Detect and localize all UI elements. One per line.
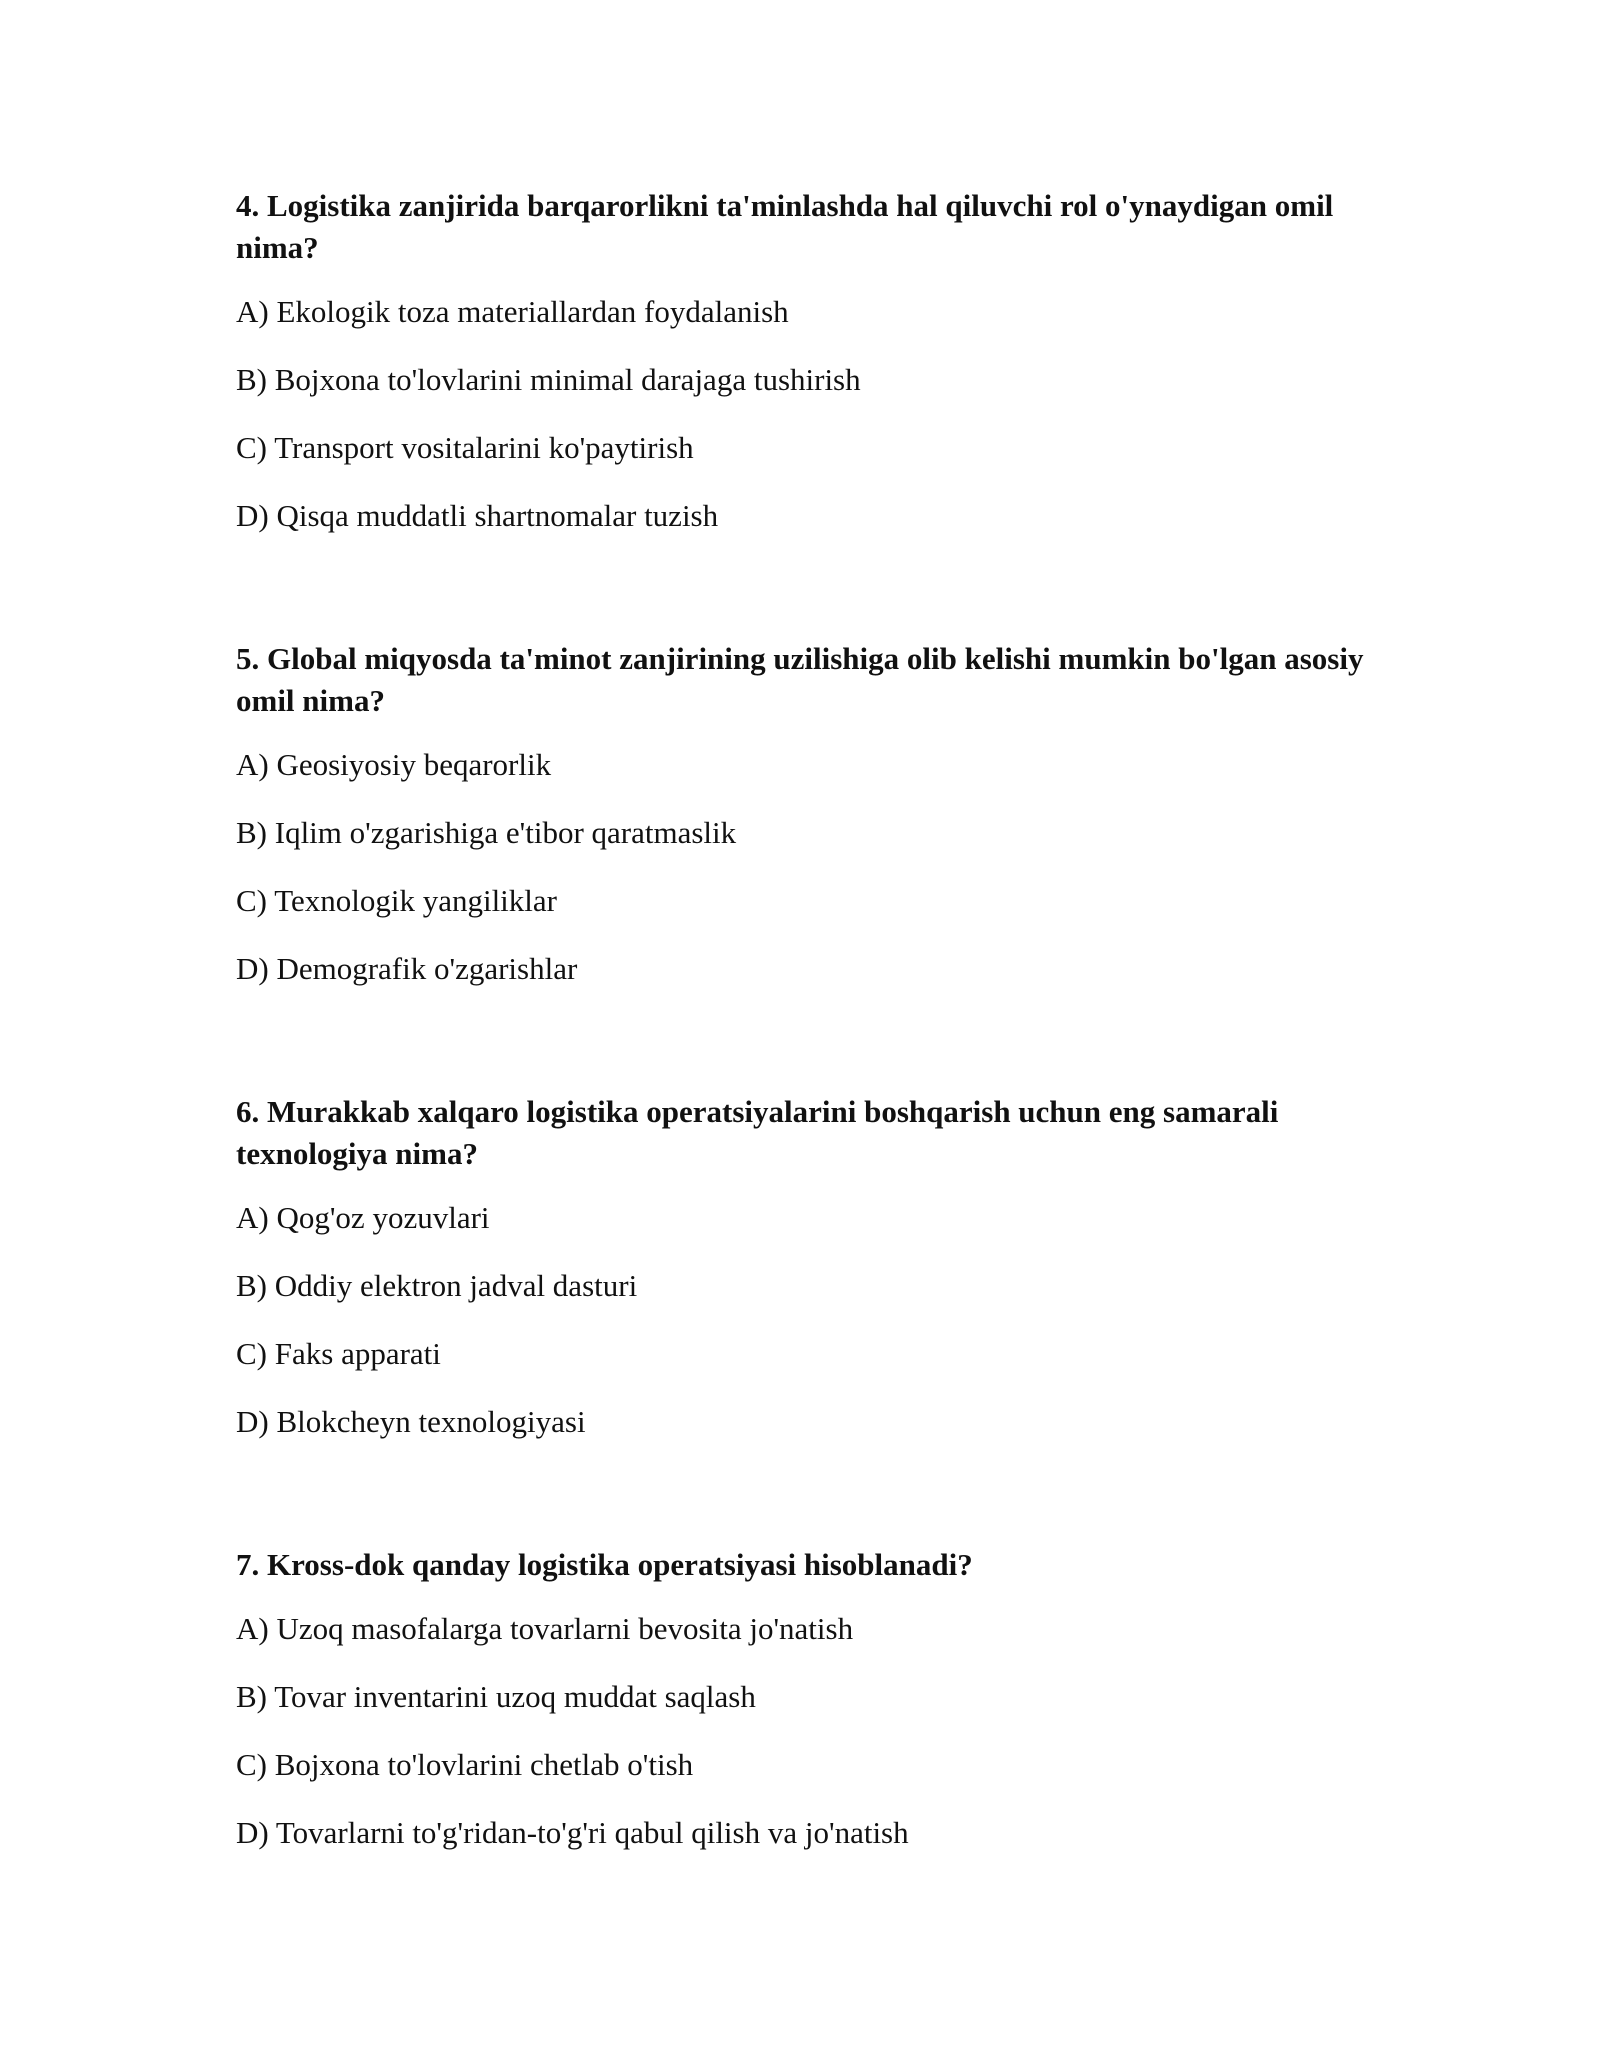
question-text: 7. Kross-dok qanday logistika operatsiyasi hisoblanadi? xyxy=(236,1547,973,1582)
question-text: 4. Logistika zanjirida barqarorlikni ta'minlashda hal qiluvchi rol o'ynaydigan omil nima? xyxy=(236,188,1334,265)
question-5 xyxy=(236,638,1366,990)
option-d: D) Tovarlarni to'g'ridan-to'g'ri qabul qilish va jo'natish xyxy=(236,1815,909,1850)
option-a: A) Geosiyosiy beqarorlik xyxy=(236,747,552,782)
option-d: D) Demografik o'zgarishlar xyxy=(236,951,578,986)
option-d: D) Qisqa muddatli shartnomalar tuzish xyxy=(236,498,719,533)
option-c: C) Faks apparati xyxy=(236,1336,441,1371)
option-c: C) Transport vositalarini ko'paytirish xyxy=(236,430,694,465)
option-c: C) Texnologik yangiliklar xyxy=(236,883,557,918)
option-b: B) Iqlim o'zgarishiga e'tibor qaratmaslik xyxy=(236,815,737,850)
document-page xyxy=(236,185,1366,1955)
option-b: B) Oddiy elektron jadval dasturi xyxy=(236,1268,638,1303)
question-text: 6. Murakkab xalqaro logistika operatsiyalarini boshqarish uchun eng samarali texnologiya nima? xyxy=(236,1094,1279,1171)
option-c: C) Bojxona to'lovlarini chetlab o'tish xyxy=(236,1747,694,1782)
option-a: A) Qog'oz yozuvlari xyxy=(236,1200,490,1235)
option-a: A) Ekologik toza materiallardan foydalanish xyxy=(236,294,789,329)
option-d: D) Blokcheyn texnologiyasi xyxy=(236,1404,586,1439)
option-b: B) Bojxona to'lovlarini minimal darajaga tushirish xyxy=(236,362,861,397)
question-4 xyxy=(236,185,1366,537)
option-a: A) Uzoq masofalarga tovarlarni bevosita jo'natish xyxy=(236,1611,854,1646)
question-7 xyxy=(236,1544,1366,1854)
question-6 xyxy=(236,1091,1366,1443)
question-text: 5. Global miqyosda ta'minot zanjirining uzilishiga olib kelishi mumkin bo'lgan asosiy omil nima? xyxy=(236,641,1364,718)
option-b: B) Tovar inventarini uzoq muddat saqlash xyxy=(236,1679,756,1714)
